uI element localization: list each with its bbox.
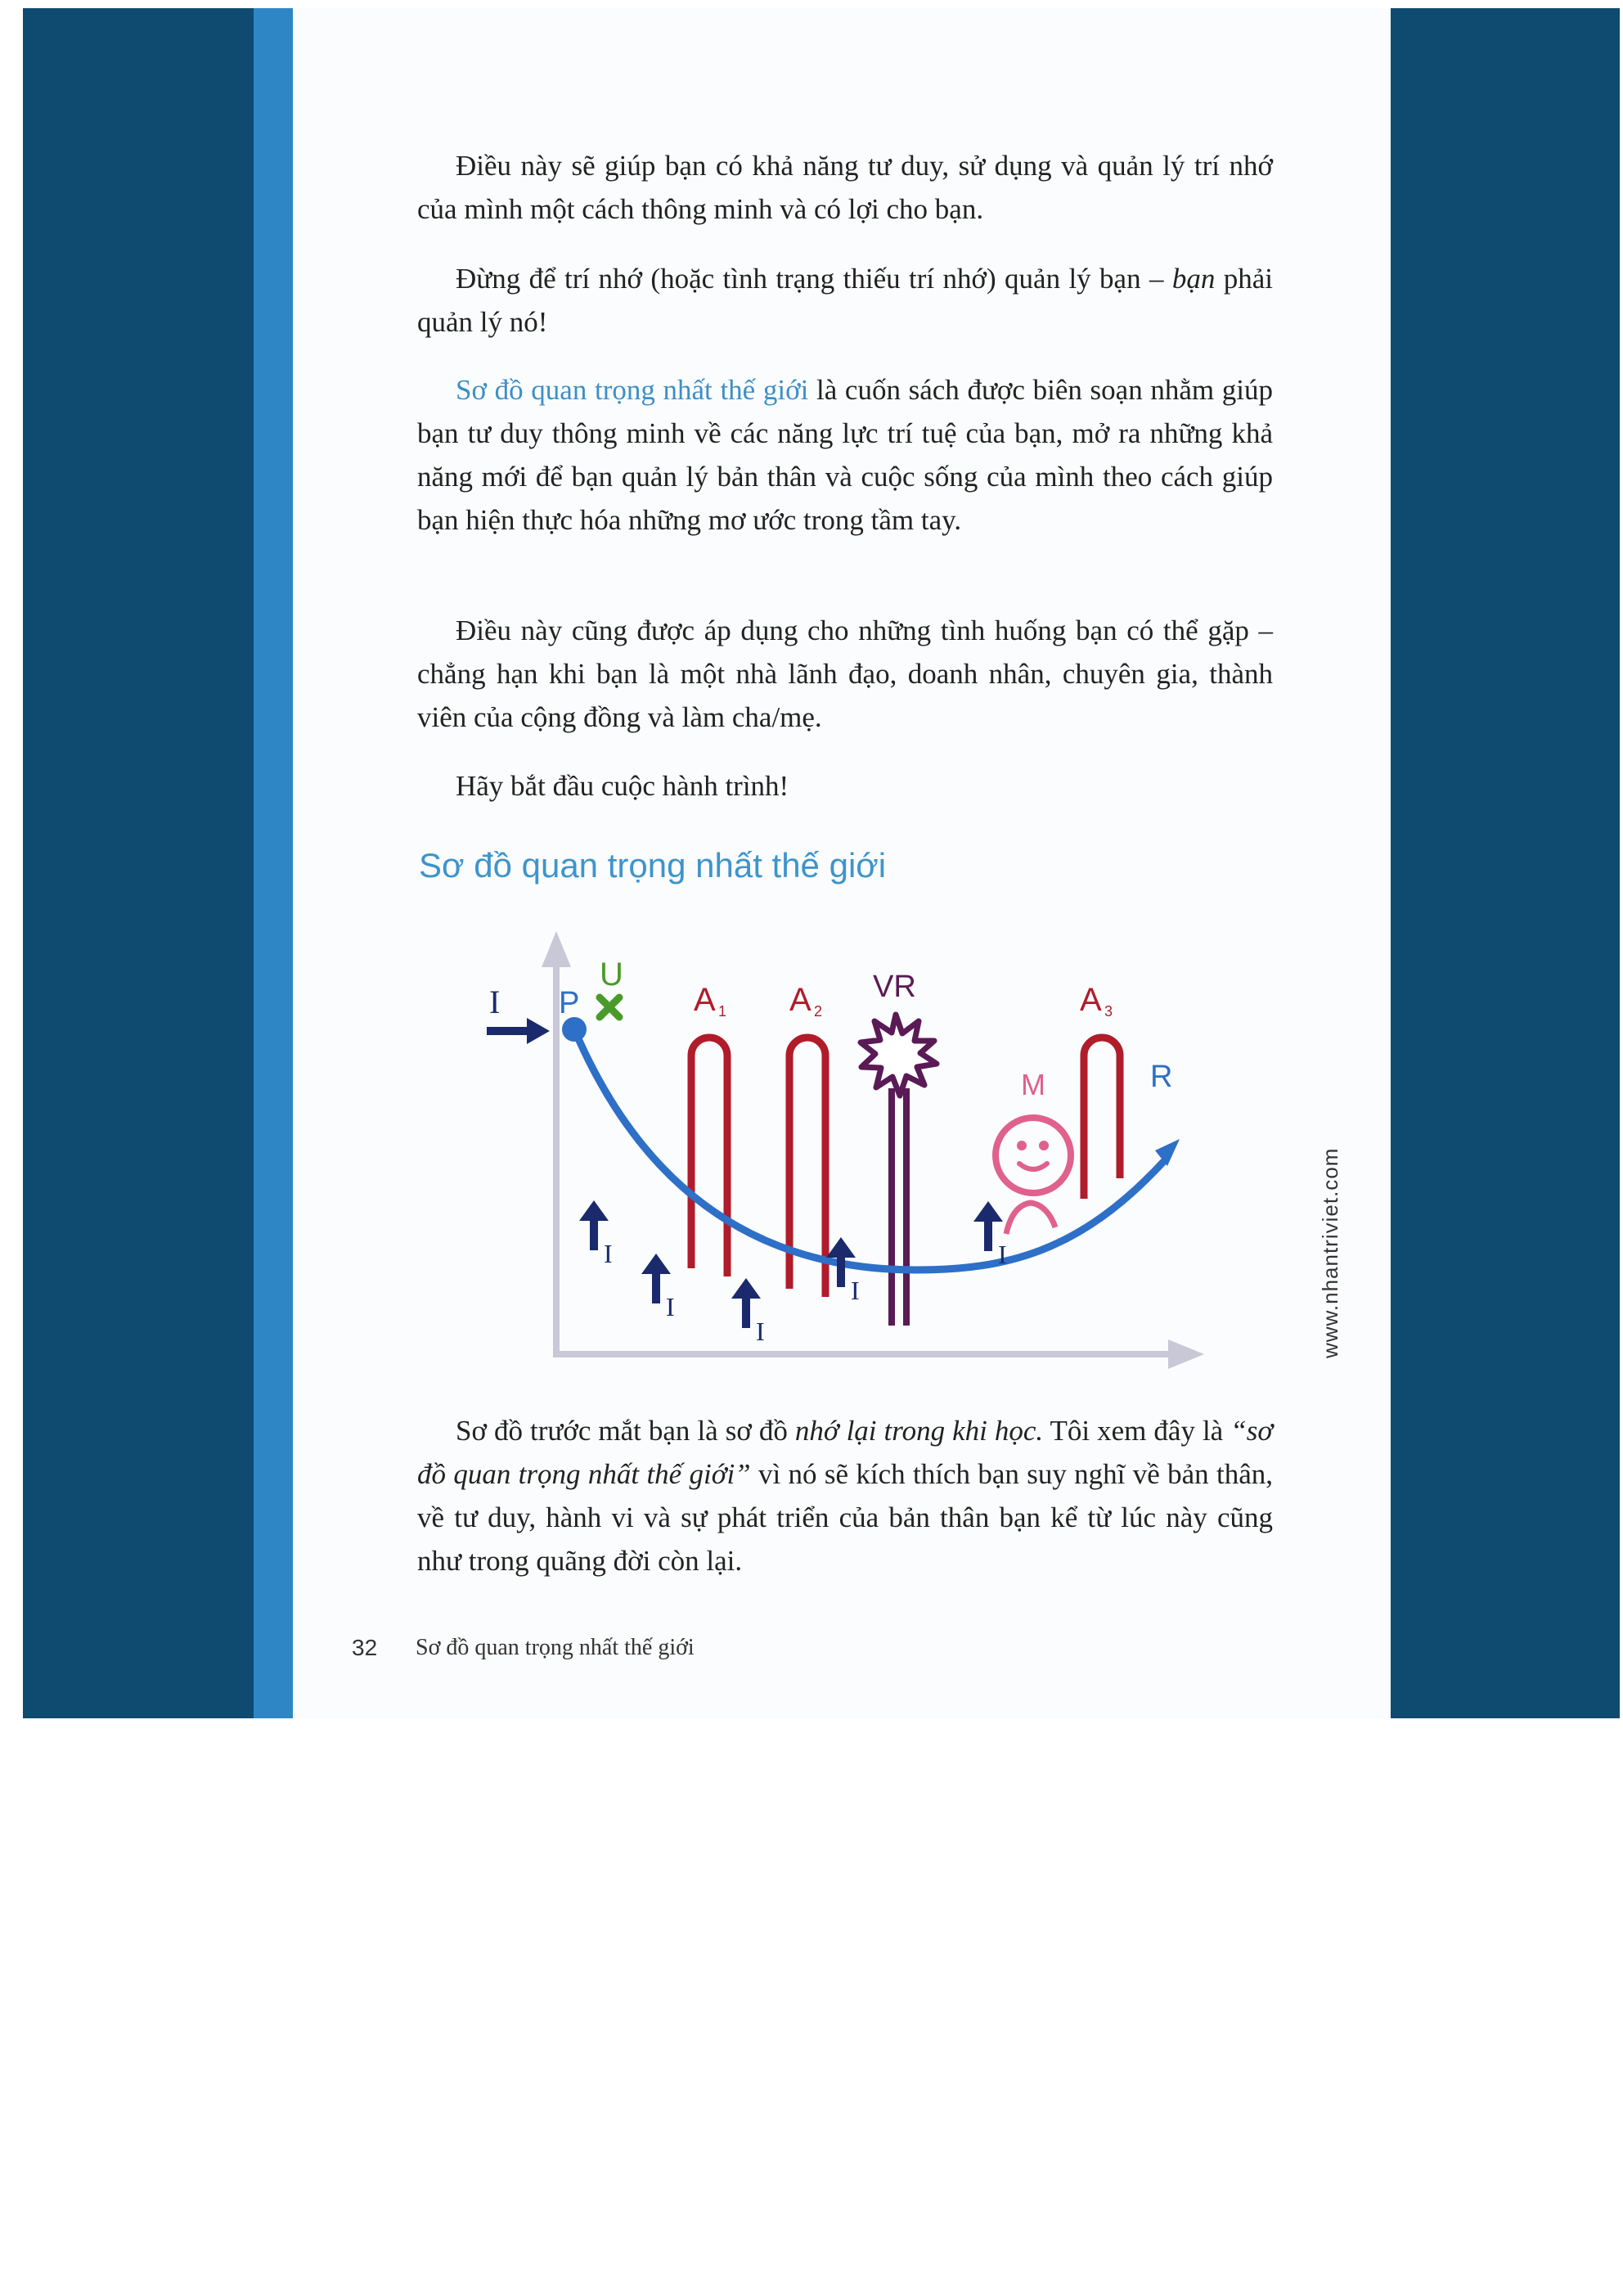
- p6-text-c: Tôi xem đây là: [1043, 1415, 1231, 1447]
- input-arrow-left: [487, 1018, 550, 1044]
- p2-italic: bạn: [1171, 263, 1216, 295]
- p6-italic-d: “sơ đồ quan trọng nhất thế giới”: [417, 1415, 1273, 1490]
- book-title-highlight: Sơ đồ quan trọng nhất thế giới: [456, 374, 809, 406]
- label-i-input: I: [489, 984, 501, 1020]
- p6-italic-b: nhớ lại trong khi học.: [794, 1415, 1044, 1447]
- p6-text-a: Sơ đồ trước mắt bạn là sơ đồ: [456, 1415, 795, 1447]
- peak-a3: [1084, 1038, 1120, 1199]
- paragraph-4: Điều này cũng được áp dụng cho những tình huống bạn có thể gặp – chẳng hạn khi bạn là một nhà lãnh đạo, doanh nhân, chuyên gia, thành viên của cộng đồng và làm cha/mẹ.: [417, 615, 1273, 733]
- p2-text: Đừng để trí nhớ (hoặc tình trạng thiếu trí nhớ) quản lý bạn –: [456, 263, 1164, 295]
- p2-text-end: phải quản lý nó!: [417, 263, 1273, 338]
- label-a3-sub: 3: [1104, 1003, 1113, 1020]
- section-title: Sơ đồ quan trọng nhất thế giới: [419, 846, 887, 885]
- label-i-2: I: [666, 1292, 675, 1321]
- label-a2-sub: 2: [814, 1003, 823, 1020]
- label-i-5: I: [998, 1240, 1007, 1269]
- label-a3: A: [1080, 982, 1102, 1018]
- p3-text: là cuốn sách được biên soạn nhằm giúp bạn tư duy thông minh về các năng lực trí tuệ của bạn, mở ra những khả năng mới để bạn quản lý bản thân và cuộc sống của mình theo cách giúp bạn hiện thực hóa những mơ ước trong tầm tay.: [417, 374, 1273, 536]
- m-smiley-figure: [996, 1118, 1071, 1234]
- left-dark-border: [23, 8, 268, 1718]
- label-a1-sub: 1: [718, 1003, 727, 1020]
- label-r: R: [1150, 1060, 1173, 1094]
- vr-starburst: [861, 1015, 937, 1326]
- page-number: 32: [352, 1635, 378, 1660]
- paragraph-1: Điều này sẽ giúp bạn có khả năng tư duy, sử dụng và quản lý trí nhớ của mình một cách thông minh và có lợi cho bạn.: [417, 150, 1273, 225]
- paragraph-6: [417, 1409, 1273, 1582]
- label-a1: A: [694, 982, 716, 1018]
- label-m: M: [1021, 1068, 1045, 1101]
- learning-recall-diagram: [474, 916, 1211, 1391]
- u-cross-icon: [600, 997, 619, 1017]
- label-i-3: I: [756, 1317, 765, 1346]
- publisher-url: www.nhantriviet.com: [1318, 1147, 1342, 1358]
- label-a2: A: [789, 982, 812, 1018]
- label-p: P: [559, 986, 580, 1020]
- peak-a1: [691, 1038, 727, 1276]
- p-start-dot: [562, 1017, 587, 1042]
- label-i-4: I: [851, 1276, 860, 1305]
- paragraph-3: [417, 368, 1273, 542]
- label-i-1: I: [604, 1239, 613, 1268]
- paragraph-5: Hãy bắt đầu cuộc hành trình!: [456, 770, 789, 802]
- label-u: U: [600, 957, 623, 993]
- label-vr: VR: [873, 970, 916, 1004]
- left-blue-stripe: [254, 8, 293, 1718]
- paragraph-2: [417, 257, 1273, 344]
- right-dark-border: [1391, 8, 1620, 1718]
- running-footer-title: Sơ đồ quan trọng nhất thế giới: [416, 1635, 695, 1660]
- p6-text-e: vì nó sẽ kích thích bạn suy nghĩ về bản thân, về tư duy, hành vi và sự phát triển của bản thân bạn kể từ lúc này cũng như trong quãng đời còn lại.: [417, 1458, 1273, 1577]
